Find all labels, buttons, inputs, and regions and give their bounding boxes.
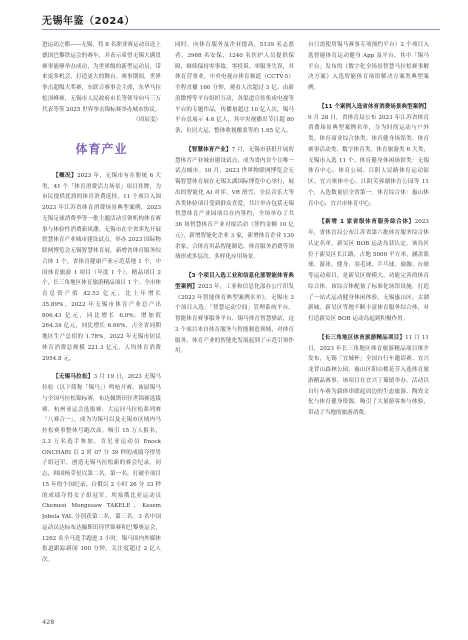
entry-heading-typical-cases: 【3 个项目入选工业和信息化部智能体育典型案例】 <box>175 273 294 290</box>
entry-heading-service-complex: 【新增 1 家省级体育服务综合体】 <box>319 219 415 226</box>
entry-body-overview: 2023 年，无锡市有在册统 6 大类，41 个「体育消费活力场景」项目挂牌，为市民提供优质的体育消费选择，11 个项目入围 2023 年江苏省体育消费场景典型案例，2023 无锡足球消费季等一批主题活动引领机构体育赛事与体验性消费新风潮。无锡市在全省率先开展智慧体育产业城市建设试点，举办 2023 国际物联网博览会无锡智慧体育展，新增省体育服务综合体 1 个，省体育健康产业示范基地 1 个，中国体育旅游 1 项目（年度 1 个），精品项目 2 个，长三角地区体育旅游精品项目 1 个。全市体育总资产值 42.53 亿元，比上年增长 35.89%，2022 年无锡市体育产业总产出 806.43 亿元，同比增长 6.0%；增加值 264.34 亿元，同比增长 6.66%，占全省同期地区生产总值的 1.78%。2022 年无锡市居民体育消费总规模 221.3 亿元，人均体育消费 2954.8 元。 <box>42 172 161 362</box>
entry-heading-marathon: 【无锡马拉松】 <box>53 374 94 381</box>
author-signature: （周辰雯） <box>133 117 161 124</box>
page-number: 428 <box>42 618 55 626</box>
entry-body-smart-sports: 7 月，无锡市获批开展智慧体育产业城市建设试点，成为省内首个且唯一试点城市。10 月，2023 世界物联网博览会无锡智慧体育展在无锡太湖国际博览中心举行，展出的智能化 AI 对弈、VR 滑雪、全民音乐大等各类体验项目受到群众喜爱，共计举办包括无锡智慧体育产业园项目在内签约，全场举办了共 36 场智慧体育产业对接活动（签约金额 10 亿元），新增智能化企业 3 家，新增体育企业 130 余家，合体育用品智能制造、体育服务消费等领域形成多层次、多样化应用场景。 <box>175 146 294 261</box>
entry-body-tourism: 11 月 11 日，2023 年长三角地区体育旅游精品项目推介发布，无锡「宜城杯」全国自行车邀请赛、宜兴龙背山森林公园，惠山区阳山桃花节入选体育旅游精品赛事。该项目在宜兴丁蜀镇举办，活动以自行车赛为载体串联起周边的生态旅游、陶瓷文化与体育健身资源，吸引了大量游客参与体验，带动了当地的旅游消费。 <box>308 334 429 416</box>
entry-body-typical-cases: 2023 年，工业和信息化部办公厅印发《2023 年智能体育典型案例名单》，无锡市 3 个项目入选：「智慧运动空间」管理系统平台、智能体育赛事服务平台、锡马体育智慧驿站，这 3 个项目来自体育服务与智能制造领域，对体育服务、体育产业的智能化发展起到了示范引领作用。 <box>175 283 294 355</box>
header-divider <box>42 29 440 30</box>
column-3 <box>308 40 429 606</box>
continued-paragraph: 台只需使用锡马赛事专项预约平台）2 个项目入选智能体育运动健身 App 及平台，其中「锡马平台」发布的《数字化全场景智慧马拉松赛事解决方案》入选智能体育场馆解决方案类典型案例。 <box>308 42 429 91</box>
entry-heading-overview: 【概况】 <box>53 172 78 179</box>
entry-body-service-complex: 2023 年，省体育局公布江苏省第六批体育服务综合体认定名单，新吴区 BOB 运动岛获认定。该岛区位于新吴区长江路，占地 5000 平方米，涵盖篮球、游泳、健身、羽毛球、乒乓球、瑜伽、台球等运动项目，是新吴区规模大、功能完善的体育综合体。该综合体配备了标准化场馆设施，打造了一站式运动健身休闲体验，无锡惠山区、太湖新城、新吴区等地不断丰富体育服务综合体，对打造新吴区 BOB 运动岛起到积极作用。 <box>308 219 429 322</box>
entry-body-marathon: 3 月 19 日，2023 无锡马拉松（以下简称「锡马」）鸣枪开赛。该届锡马与全国马拉松锦标赛，布达佩斯田径世锦赛选拔赛、杭州亚运会选拔赛、大运河马拉松系列赛「八赛合一」，成为为锡马以及无锡市区域内马拉松赛事整体号跑次高。吸引 15 万人报名，3.3 万名选手参加，肯尼亚运动员 Enock ONCHARI 以 2 时 07 分 39 秒的成绩夺得男子组冠军，创造无锡马拉松新的赛会纪录，同志，韩国杨芽星以第二名，第一名，打破全项目 15 年的个国纪录，白俄以 2 小时 26 分 33 秒的成绩夺得女子组冠军，埃塞俄比亚运动员 Chemesi Mengesaw TAKELE、Kesem Jobela YAL 分别获第二名、第三名。3 名中国运动员达标布达佩斯田径世锦赛和巴黎奥运会，1262 名全马选手跑进 3 小时，锡马国内外媒体报道跟踪新闻 160 分钟，关注度超过 2 亿人次。 <box>42 374 161 563</box>
continued-paragraph: 同时，向体育服务及企业提高，5139 名志愿者、3968 名安保，1240 名医护人员提供保障，继续保持零事故、零投诉、零服务失误，其体育营事业，中央电视台体育频道（CCTV-5）全程直播 160 分钟，观看人次超过 3 亿。由新浪微博等平台组织互动，各渠道宣传集成电视等平台的专题作品，传播量超过 10 亿人次，锡马平台总展示 4.6 亿人，其中央视播出节目超 80 条，位居大运，整体收视覆盖等的 1.95 亿人。 <box>175 42 294 134</box>
column-2 <box>175 40 294 606</box>
entry-heading-tourism: 【长三角地区体育旅游精品项目】 <box>319 334 406 341</box>
intro-paragraph: 进运动之都——无锡，将 8 名职业赛运动员送上德国巴黎铁运会的赛车，并表示希望无锡大满贯赛事能够举办成功，为世界级的新型运动员，带来更多机会，打造更大的舞台。赛事期间，世界拳击超级大奖赛，东联合赛事会主席，东华马拉松顶峰赛，无锡市人民政府市长等领导向马三万代表等签 2025 世界拳击锦标赛举办城市协议。 <box>42 42 161 113</box>
section-heading: 体育产业 <box>75 142 128 156</box>
entry-heading-consumption-scenes: 【11 个案例入选省体育消费场景典型案例】 <box>319 103 429 110</box>
entry-body-consumption-scenes: 9 月 28 日，省体育局公布 2023 年江苏省体育消费场景典型案例名单，分为时尚运动与户外类、体育商业综合体类、体育健身场馆类、体育赛事活动类、数字体育类、体育旅游类 6 大类，无锡市入选 11 个。体育健身休闲场馆类：无锡体育中心、体育公园、江阴人民路体育运动街区、宜兴奥体中心、江阴芙蓉湖体育公园等 11 个，入选数量居全省第一。体育综合体：惠山体育中心、宜兴市体育中心。 <box>308 114 429 207</box>
running-title: 无锡年鉴（2024） <box>42 16 135 27</box>
entry-heading-smart-sports: 【智慧体育产业】 <box>186 146 232 153</box>
page-header <box>0 0 468 32</box>
column-1 <box>42 40 161 606</box>
